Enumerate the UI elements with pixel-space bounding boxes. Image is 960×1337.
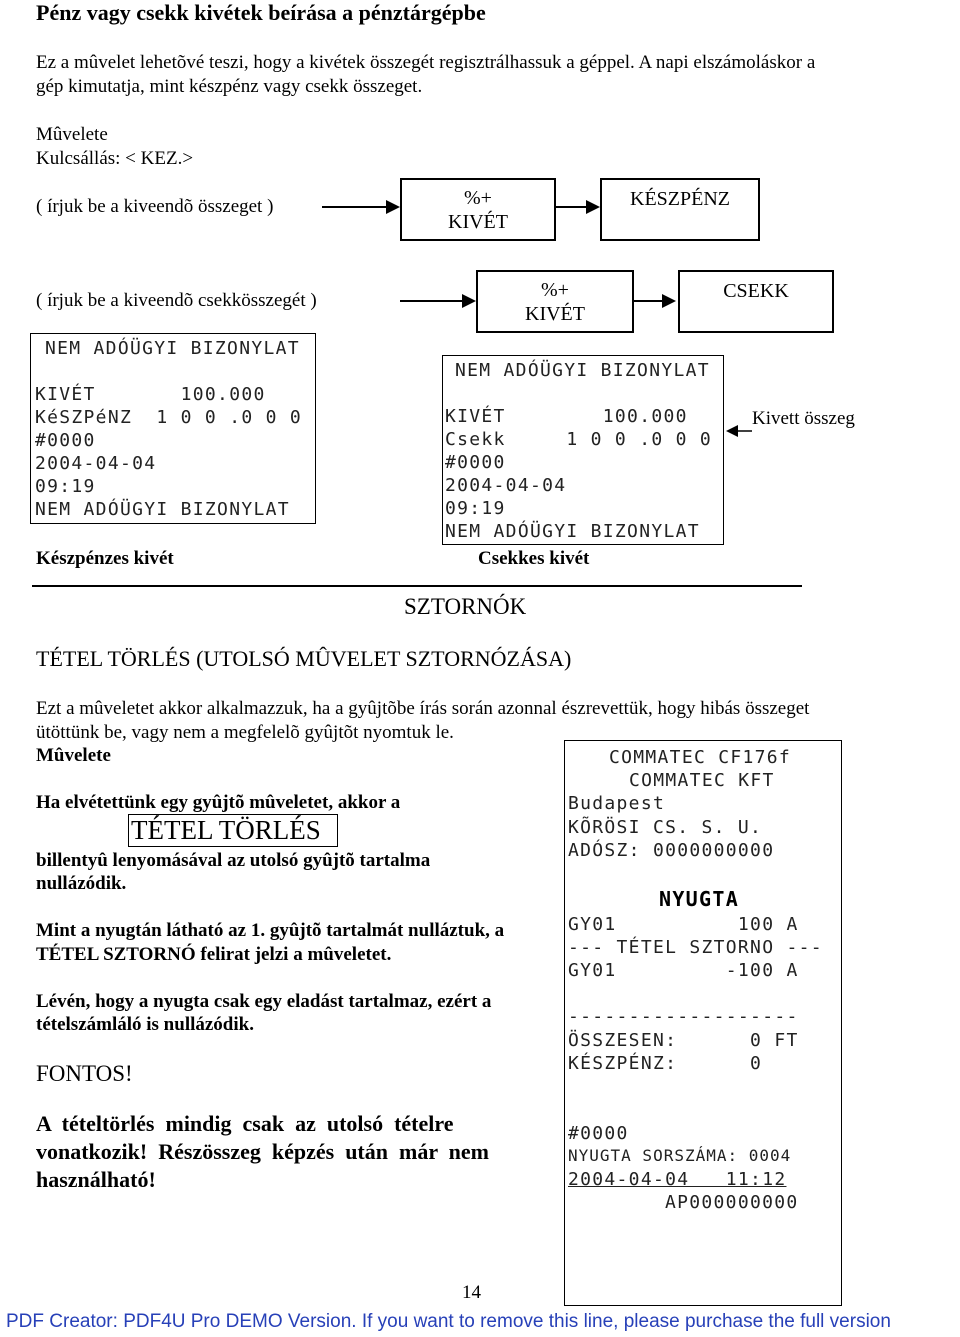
- cash-receipt-header: NEM ADÓÜGYI BIZONYLAT: [45, 338, 300, 359]
- receipt-datetime: 2004-04-04 11:12: [568, 1169, 787, 1190]
- receipt-row: GY01 -100 A: [568, 960, 799, 981]
- receipt-ap: AP000000000: [665, 1192, 799, 1213]
- receipt-total: ÖSSZESEN: 0 FT: [568, 1030, 799, 1051]
- page-number: 14: [462, 1282, 481, 1303]
- tetel-torles-key: TÉTEL TÖRLÉS: [128, 814, 338, 847]
- receipt-line: ADÓSZ: 0000000000: [568, 840, 775, 861]
- check-receipt-line: KIVÉT 100.000: [445, 406, 688, 427]
- cash-receipt-caption: Készpénzes kivét: [36, 548, 174, 569]
- arrow-right-icon: [634, 290, 680, 312]
- receipt-serial: NYUGTA SORSZÁMA: 0004: [568, 1146, 792, 1165]
- cash-receipt-line: #0000: [35, 430, 96, 451]
- receipt-row: --- TÉTEL SZTORNO ---: [568, 937, 823, 958]
- para2-line-1: billentyû lenyomásával az utolsó gyûjtõ tartalma: [36, 850, 431, 871]
- check-receipt-line: NEM ADÓÜGYI BIZONYLAT: [445, 521, 700, 542]
- warning-line-2: vonatkozik! Részösszeg képzés után már nem: [36, 1139, 490, 1164]
- cash-receipt-line: 09:19: [35, 476, 96, 497]
- para1: Ha elvétettünk egy gyûjtõ mûveletet, akkor a: [36, 792, 401, 813]
- check-receipt-line: 2004-04-04: [445, 475, 567, 496]
- arrow-right-icon: [322, 196, 402, 218]
- intro-line-2: gép kimutatja, mint készpénz vagy csekk összeget.: [36, 76, 423, 97]
- section-heading: SZTORNÓK: [404, 594, 527, 619]
- receipt: [564, 740, 842, 1306]
- check-receipt-line: 09:19: [445, 498, 506, 519]
- warning-line-3: használható!: [36, 1167, 156, 1192]
- kivet-key-line1: %+: [464, 187, 492, 209]
- cash-receipt-line: 2004-04-04: [35, 453, 157, 474]
- kivet-key: [400, 178, 556, 241]
- operation-label: Mûvelete: [36, 124, 108, 145]
- receipt-line: Budapest: [568, 793, 666, 814]
- para4-line-2: tételszámláló is nullázódik.: [36, 1014, 254, 1035]
- para2-line-2: nullázódik.: [36, 873, 127, 894]
- intro-line-1: Ez a mûvelet lehetõvé teszi, hogy a kivétek összegét regisztrálhassuk a géppel. A napi elszámoláskor a: [36, 52, 816, 73]
- arrow-right-icon: [400, 290, 480, 312]
- subheading: TÉTEL TÖRLÉS (UTOLSÓ MÛVELET SZTORNÓZÁSA): [36, 646, 572, 671]
- cash-receipt-line: KIVÉT 100.000: [35, 384, 266, 405]
- receipt-cash: KÉSZPÉNZ: 0: [568, 1053, 763, 1074]
- para4-line-1: Lévén, hogy a nyugta csak egy eladást tartalmaz, ezért a: [36, 991, 492, 1012]
- para3-line-1: Mint a nyugtán látható az 1. gyûjtõ tartalmát nulláztuk, a: [36, 920, 505, 941]
- receipt-dashes: -------------------: [568, 1006, 799, 1027]
- cash-receipt-line: NEM ADÓÜGYI BIZONYLAT: [35, 499, 290, 520]
- receipt-row: GY01 100 A: [568, 914, 799, 935]
- cash-receipt-line: KéSZPéNZ 1 0 0 .0 0 0: [35, 407, 303, 428]
- csekk-key: CSEKK: [678, 270, 834, 333]
- receipt-line: COMMATEC KFT: [629, 770, 775, 791]
- page-title: Pénz vagy csekk kivétek beírása a pénztárgépbe: [36, 0, 486, 25]
- check-receipt: [442, 355, 724, 545]
- receipt-title: NYUGTA: [659, 887, 740, 911]
- arrow-left-icon: [724, 420, 754, 442]
- section-divider: [32, 585, 802, 587]
- description-line-1: Ezt a mûveletet akkor alkalmazzuk, ha a gyûjtõbe írás során azonnal észrevettük, hogy hibás összeget: [36, 698, 810, 719]
- check-receipt-line: #0000: [445, 452, 506, 473]
- footer-watermark: PDF Creator: PDF4U Pro DEMO Version. If you want to remove this line, please purchase the full version: [6, 1311, 891, 1332]
- receipt-number: #0000: [568, 1123, 629, 1144]
- receipt-line: COMMATEC CF176f: [609, 747, 792, 768]
- kivet-key-2-line1: %+: [541, 279, 569, 301]
- amount-annotation: Kivett összeg: [752, 408, 855, 429]
- check-receipt-header: NEM ADÓÜGYI BIZONYLAT: [455, 360, 710, 381]
- description-line-2: ütöttünk be, vagy nem a megfelelõ gyûjtõt nyomtuk le.: [36, 722, 454, 743]
- check-instruction: ( írjuk be a kiveendõ csekkösszegét ): [36, 290, 317, 311]
- cash-instruction: ( írjuk be a kiveendõ összeget ): [36, 196, 274, 217]
- cash-receipt: [30, 333, 316, 524]
- keszpenz-key: KÉSZPÉNZ: [600, 178, 760, 241]
- arrow-right-icon: [556, 196, 602, 218]
- kivet-key-line2: KIVÉT: [448, 211, 508, 233]
- para3-line-2: TÉTEL SZTORNÓ felirat jelzi a mûveletet.: [36, 944, 392, 965]
- kivet-key-2: [476, 270, 634, 333]
- operation-label-2: Mûvelete: [36, 745, 111, 766]
- receipt-line: KÕRÖSI CS. S. U.: [568, 817, 763, 838]
- check-receipt-line: Csekk 1 0 0 .0 0 0: [445, 429, 713, 450]
- key-position: Kulcsállás: < KEZ.>: [36, 148, 194, 169]
- warning-line-1: A tételtörlés mindig csak az utolsó tételre: [36, 1111, 454, 1136]
- check-receipt-caption: Csekkes kivét: [478, 548, 590, 569]
- important-label: FONTOS!: [36, 1061, 133, 1086]
- kivet-key-2-line2: KIVÉT: [525, 303, 585, 325]
